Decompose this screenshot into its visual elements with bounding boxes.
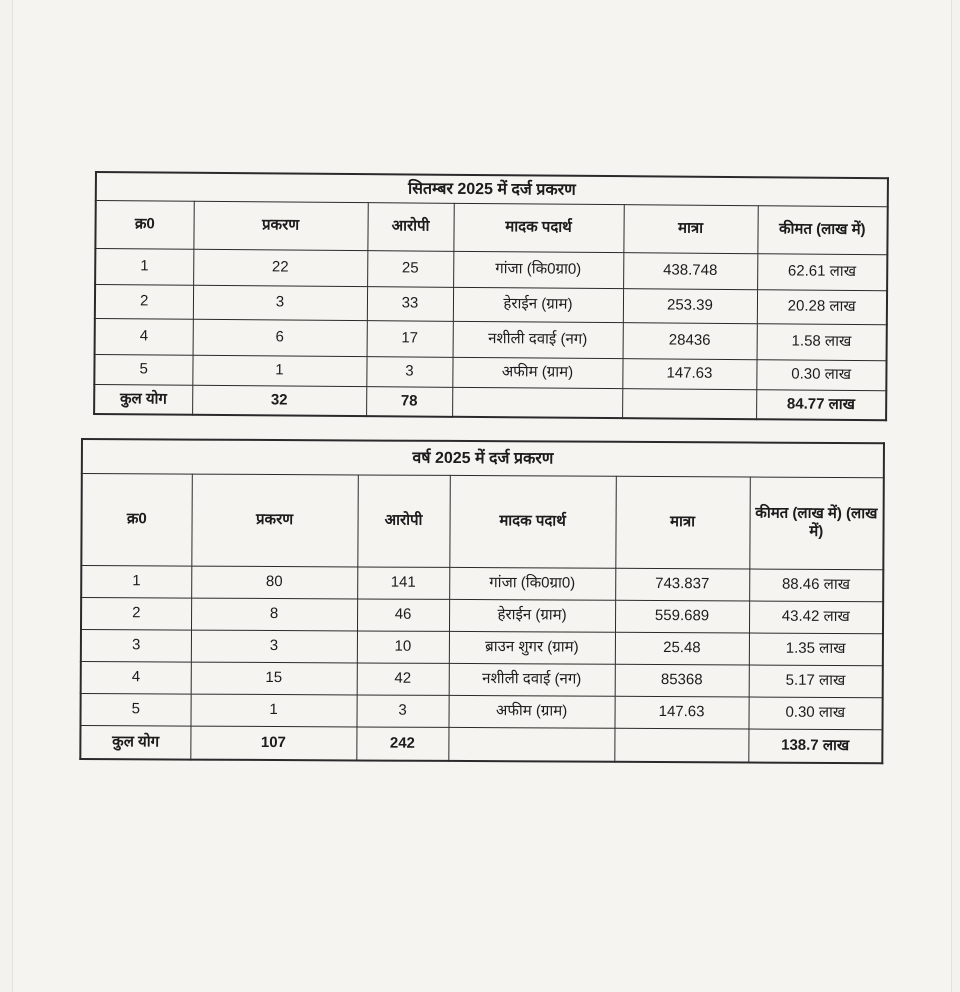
cell-value: 1.35 लाख: [749, 633, 883, 666]
total-accused: 78: [366, 386, 452, 417]
header-quantity: मात्रा: [623, 204, 757, 253]
cell-serial: 4: [95, 318, 193, 355]
table-row: [95, 248, 887, 290]
total-cases: 32: [192, 385, 366, 416]
header-serial: क्र0: [95, 200, 193, 249]
total-value: 138.7 लाख: [748, 728, 882, 763]
header-value: कीमत (लाख में): [757, 205, 887, 254]
cell-accused: 10: [357, 630, 449, 662]
total-substance: [452, 387, 622, 418]
cell-cases: 22: [193, 249, 367, 286]
cell-substance: गांजा (कि0ग्रा0): [453, 251, 623, 288]
cell-cases: 1: [190, 694, 356, 727]
table-caption: सितम्बर 2025 में दर्ज प्रकरण: [96, 172, 888, 206]
cell-substance: हेराईन (ग्राम): [449, 599, 615, 632]
table-row: [81, 629, 883, 665]
total-quantity: [614, 728, 748, 763]
cell-accused: 3: [366, 356, 452, 387]
cell-quantity: 85368: [615, 664, 749, 697]
cell-value: 0.30 लाख: [748, 696, 882, 729]
cell-cases: 80: [191, 566, 357, 599]
cell-serial: 1: [95, 248, 193, 285]
table-row: [80, 693, 882, 729]
header-cases: प्रकरण: [193, 201, 367, 250]
cell-accused: 46: [357, 598, 449, 630]
total-row: [94, 384, 886, 420]
cell-serial: 5: [94, 354, 192, 385]
header-quantity: मात्रा: [615, 476, 749, 569]
cell-accused: 33: [367, 286, 453, 321]
cell-serial: 3: [81, 629, 191, 662]
cell-substance: गांजा (कि0ग्रा0): [449, 567, 615, 600]
header-serial: क्र0: [81, 473, 191, 566]
total-value: 84.77 लाख: [756, 389, 886, 420]
table-caption: वर्ष 2025 में दर्ज प्रकरण: [82, 439, 884, 477]
cell-substance: हेराईन (ग्राम): [453, 287, 623, 322]
total-cases: 107: [190, 726, 356, 761]
cell-substance: ब्राउन शुगर (ग्राम): [449, 631, 615, 664]
header-row: [95, 200, 887, 254]
cell-cases: 1: [192, 355, 366, 386]
cell-substance: नशीली दवाई (नग): [453, 321, 623, 358]
cell-serial: 4: [81, 661, 191, 694]
header-accused: आरोपी: [367, 202, 453, 251]
total-accused: 242: [356, 726, 448, 760]
cell-quantity: 28436: [623, 322, 757, 359]
cell-quantity: 147.63: [614, 696, 748, 729]
cell-serial: 2: [81, 597, 191, 630]
total-label: कुल योग: [80, 725, 190, 760]
cell-value: 20.28 लाख: [757, 289, 887, 324]
year-2025-cases-table: [79, 438, 885, 764]
cell-value: 5.17 लाख: [749, 664, 883, 697]
cell-quantity: 559.689: [615, 600, 749, 633]
cell-cases: 8: [191, 598, 357, 631]
cell-accused: 42: [357, 662, 449, 694]
cell-cases: 15: [191, 662, 357, 695]
cell-quantity: 253.39: [623, 288, 757, 323]
total-substance: [448, 727, 614, 762]
cell-accused: 25: [367, 250, 453, 287]
table-row: [81, 565, 883, 601]
cell-quantity: 438.748: [623, 252, 757, 289]
cell-cases: 3: [193, 285, 367, 320]
september-2025-cases-table: [93, 171, 889, 421]
cell-cases: 6: [193, 319, 367, 356]
total-label: कुल योग: [94, 384, 192, 415]
header-accused: आरोपी: [357, 474, 449, 566]
header-row: [81, 473, 883, 569]
header-value: कीमत (लाख में) (लाख में): [749, 477, 883, 570]
cell-quantity: 25.48: [615, 632, 749, 665]
total-row: [80, 725, 882, 763]
cell-serial: 5: [80, 693, 190, 726]
cell-quantity: 743.837: [615, 568, 749, 601]
cell-accused: 3: [356, 694, 448, 726]
cell-substance: नशीली दवाई (नग): [449, 663, 615, 696]
cell-quantity: 147.63: [622, 358, 756, 389]
cell-serial: 1: [81, 565, 191, 598]
cell-serial: 2: [95, 284, 193, 319]
cell-value: 88.46 लाख: [749, 569, 883, 602]
total-quantity: [622, 388, 756, 419]
header-substance: मादक पदार्थ: [449, 475, 615, 568]
cell-value: 0.30 लाख: [756, 359, 886, 390]
cell-cases: 3: [191, 630, 357, 663]
header-substance: मादक पदार्थ: [453, 203, 623, 252]
table-row: [81, 661, 883, 697]
scanned-page: [12, 0, 952, 992]
cell-value: 1.58 लाख: [757, 323, 887, 360]
table-row: [81, 597, 883, 633]
cell-accused: 141: [357, 566, 449, 598]
table-row: [95, 318, 887, 360]
header-cases: प्रकरण: [191, 474, 357, 567]
cell-substance: अफीम (ग्राम): [452, 357, 622, 388]
cell-value: 62.61 लाख: [757, 253, 887, 290]
cell-substance: अफीम (ग्राम): [448, 695, 614, 728]
cell-value: 43.42 लाख: [749, 601, 883, 634]
cell-accused: 17: [367, 320, 453, 357]
